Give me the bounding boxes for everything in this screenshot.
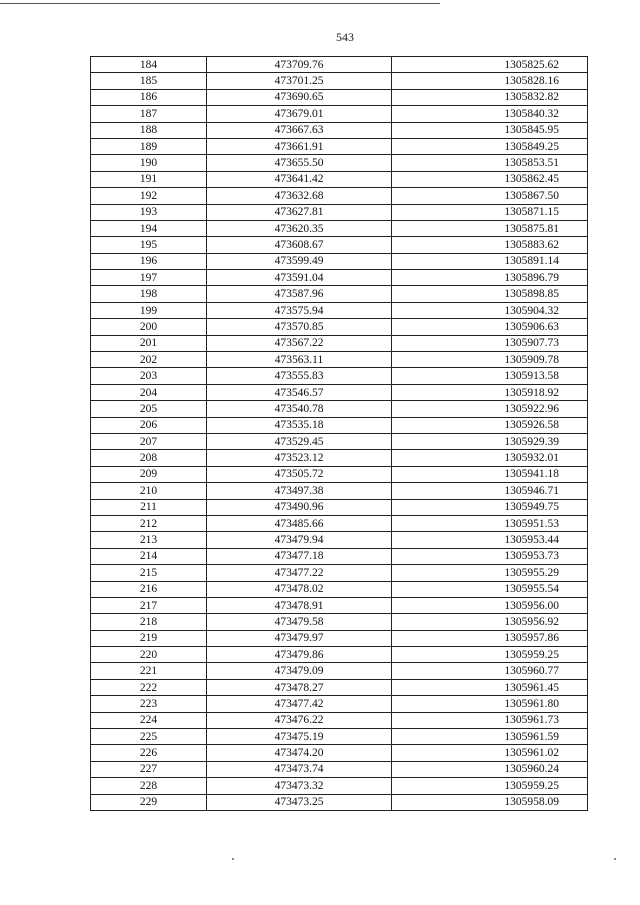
point-number-cell: 218 — [91, 614, 207, 630]
point-number-cell: 185 — [91, 73, 207, 89]
table-row — [91, 647, 588, 663]
table-row — [91, 515, 588, 531]
y-coordinate-cell: 1305832.82 — [392, 89, 588, 105]
point-number-cell: 203 — [91, 368, 207, 384]
x-coordinate-cell: 473475.19 — [207, 729, 392, 745]
x-coordinate-cell: 473485.66 — [207, 515, 392, 531]
point-number-cell: 227 — [91, 761, 207, 777]
table-row — [91, 368, 588, 384]
y-coordinate-cell: 1305953.44 — [392, 532, 588, 548]
top-rule — [0, 3, 440, 4]
point-number-cell: 211 — [91, 499, 207, 515]
coordinates-table — [90, 56, 588, 811]
point-number-cell: 198 — [91, 286, 207, 302]
x-coordinate-cell: 473476.22 — [207, 712, 392, 728]
table-row — [91, 237, 588, 253]
y-coordinate-cell: 1305845.95 — [392, 122, 588, 138]
point-number-cell: 195 — [91, 237, 207, 253]
y-coordinate-cell: 1305953.73 — [392, 548, 588, 564]
y-coordinate-cell: 1305959.25 — [392, 647, 588, 663]
y-coordinate-cell: 1305862.45 — [392, 171, 588, 187]
x-coordinate-cell: 473690.65 — [207, 89, 392, 105]
y-coordinate-cell: 1305840.32 — [392, 106, 588, 122]
table-row — [91, 679, 588, 695]
point-number-cell: 194 — [91, 220, 207, 236]
y-coordinate-cell: 1305853.51 — [392, 155, 588, 171]
x-coordinate-cell: 473479.86 — [207, 647, 392, 663]
table-row — [91, 696, 588, 712]
point-number-cell: 229 — [91, 794, 207, 810]
x-coordinate-cell: 473641.42 — [207, 171, 392, 187]
table-row — [91, 220, 588, 236]
y-coordinate-cell: 1305941.18 — [392, 466, 588, 482]
point-number-cell: 192 — [91, 188, 207, 204]
table-row — [91, 319, 588, 335]
point-number-cell: 222 — [91, 679, 207, 695]
x-coordinate-cell: 473546.57 — [207, 384, 392, 400]
point-number-cell: 209 — [91, 466, 207, 482]
y-coordinate-cell: 1305961.02 — [392, 745, 588, 761]
point-number-cell: 213 — [91, 532, 207, 548]
point-number-cell: 206 — [91, 417, 207, 433]
x-coordinate-cell: 473477.18 — [207, 548, 392, 564]
x-coordinate-cell: 473555.83 — [207, 368, 392, 384]
y-coordinate-cell: 1305883.62 — [392, 237, 588, 253]
y-coordinate-cell: 1305825.62 — [392, 57, 588, 73]
table-row — [91, 253, 588, 269]
table-row — [91, 384, 588, 400]
table-row — [91, 335, 588, 351]
point-number-cell: 204 — [91, 384, 207, 400]
y-coordinate-cell: 1305891.14 — [392, 253, 588, 269]
table-row — [91, 499, 588, 515]
point-number-cell: 188 — [91, 122, 207, 138]
y-coordinate-cell: 1305956.92 — [392, 614, 588, 630]
x-coordinate-cell: 473477.42 — [207, 696, 392, 712]
point-number-cell: 226 — [91, 745, 207, 761]
table-row — [91, 597, 588, 613]
y-coordinate-cell: 1305955.54 — [392, 581, 588, 597]
table-row — [91, 352, 588, 368]
x-coordinate-cell: 473632.68 — [207, 188, 392, 204]
x-coordinate-cell: 473591.04 — [207, 270, 392, 286]
y-coordinate-cell: 1305946.71 — [392, 483, 588, 499]
table-row — [91, 155, 588, 171]
x-coordinate-cell: 473620.35 — [207, 220, 392, 236]
y-coordinate-cell: 1305907.73 — [392, 335, 588, 351]
y-coordinate-cell: 1305922.96 — [392, 401, 588, 417]
point-number-cell: 223 — [91, 696, 207, 712]
table-row — [91, 581, 588, 597]
table-row — [91, 73, 588, 89]
table-row — [91, 466, 588, 482]
table-row — [91, 417, 588, 433]
table-row — [91, 122, 588, 138]
x-coordinate-cell: 473701.25 — [207, 73, 392, 89]
table-row — [91, 106, 588, 122]
x-coordinate-cell: 473523.12 — [207, 450, 392, 466]
point-number-cell: 189 — [91, 138, 207, 154]
y-coordinate-cell: 1305961.73 — [392, 712, 588, 728]
x-coordinate-cell: 473570.85 — [207, 319, 392, 335]
y-coordinate-cell: 1305951.53 — [392, 515, 588, 531]
table-row — [91, 729, 588, 745]
x-coordinate-cell: 473563.11 — [207, 352, 392, 368]
y-coordinate-cell: 1305956.00 — [392, 597, 588, 613]
y-coordinate-cell: 1305871.15 — [392, 204, 588, 220]
y-coordinate-cell: 1305875.81 — [392, 220, 588, 236]
y-coordinate-cell: 1305961.59 — [392, 729, 588, 745]
y-coordinate-cell: 1305828.16 — [392, 73, 588, 89]
point-number-cell: 190 — [91, 155, 207, 171]
table-row — [91, 433, 588, 449]
x-coordinate-cell: 473473.32 — [207, 778, 392, 794]
table-row — [91, 745, 588, 761]
table-row — [91, 401, 588, 417]
table-row — [91, 138, 588, 154]
table-row — [91, 565, 588, 581]
table-row — [91, 204, 588, 220]
point-number-cell: 228 — [91, 778, 207, 794]
point-number-cell: 201 — [91, 335, 207, 351]
y-coordinate-cell: 1305918.92 — [392, 384, 588, 400]
x-coordinate-cell: 473479.58 — [207, 614, 392, 630]
x-coordinate-cell: 473575.94 — [207, 302, 392, 318]
scan-speck — [232, 858, 234, 860]
x-coordinate-cell: 473667.63 — [207, 122, 392, 138]
x-coordinate-cell: 473479.97 — [207, 630, 392, 646]
y-coordinate-cell: 1305949.75 — [392, 499, 588, 515]
y-coordinate-cell: 1305961.80 — [392, 696, 588, 712]
table-row — [91, 794, 588, 810]
x-coordinate-cell: 473529.45 — [207, 433, 392, 449]
point-number-cell: 219 — [91, 630, 207, 646]
point-number-cell: 214 — [91, 548, 207, 564]
x-coordinate-cell: 473608.67 — [207, 237, 392, 253]
point-number-cell: 224 — [91, 712, 207, 728]
table-row — [91, 450, 588, 466]
y-coordinate-cell: 1305913.58 — [392, 368, 588, 384]
x-coordinate-cell: 473490.96 — [207, 499, 392, 515]
y-coordinate-cell: 1305932.01 — [392, 450, 588, 466]
x-coordinate-cell: 473474.20 — [207, 745, 392, 761]
x-coordinate-cell: 473473.25 — [207, 794, 392, 810]
x-coordinate-cell: 473478.91 — [207, 597, 392, 613]
table-row — [91, 630, 588, 646]
table-row — [91, 286, 588, 302]
x-coordinate-cell: 473479.94 — [207, 532, 392, 548]
table-row — [91, 548, 588, 564]
y-coordinate-cell: 1305960.77 — [392, 663, 588, 679]
table-row — [91, 270, 588, 286]
point-number-cell: 187 — [91, 106, 207, 122]
table-row — [91, 663, 588, 679]
y-coordinate-cell: 1305961.45 — [392, 679, 588, 695]
scan-speck — [614, 858, 616, 860]
table-row — [91, 614, 588, 630]
y-coordinate-cell: 1305896.79 — [392, 270, 588, 286]
x-coordinate-cell: 473478.02 — [207, 581, 392, 597]
x-coordinate-cell: 473567.22 — [207, 335, 392, 351]
y-coordinate-cell: 1305898.85 — [392, 286, 588, 302]
x-coordinate-cell: 473478.27 — [207, 679, 392, 695]
y-coordinate-cell: 1305929.39 — [392, 433, 588, 449]
point-number-cell: 186 — [91, 89, 207, 105]
table-row — [91, 171, 588, 187]
x-coordinate-cell: 473679.01 — [207, 106, 392, 122]
point-number-cell: 221 — [91, 663, 207, 679]
x-coordinate-cell: 473535.18 — [207, 417, 392, 433]
y-coordinate-cell: 1305958.09 — [392, 794, 588, 810]
point-number-cell: 196 — [91, 253, 207, 269]
point-number-cell: 191 — [91, 171, 207, 187]
point-number-cell: 199 — [91, 302, 207, 318]
x-coordinate-cell: 473497.38 — [207, 483, 392, 499]
point-number-cell: 220 — [91, 647, 207, 663]
y-coordinate-cell: 1305955.29 — [392, 565, 588, 581]
table-row — [91, 761, 588, 777]
x-coordinate-cell: 473479.09 — [207, 663, 392, 679]
y-coordinate-cell: 1305926.58 — [392, 417, 588, 433]
point-number-cell: 212 — [91, 515, 207, 531]
point-number-cell: 184 — [91, 57, 207, 73]
x-coordinate-cell: 473477.22 — [207, 565, 392, 581]
y-coordinate-cell: 1305906.63 — [392, 319, 588, 335]
y-coordinate-cell: 1305904.32 — [392, 302, 588, 318]
table-row — [91, 188, 588, 204]
table-row — [91, 532, 588, 548]
x-coordinate-cell: 473587.96 — [207, 286, 392, 302]
x-coordinate-cell: 473540.78 — [207, 401, 392, 417]
point-number-cell: 216 — [91, 581, 207, 597]
table-row — [91, 483, 588, 499]
table-row — [91, 89, 588, 105]
y-coordinate-cell: 1305909.78 — [392, 352, 588, 368]
x-coordinate-cell: 473655.50 — [207, 155, 392, 171]
table-row — [91, 57, 588, 73]
table-row — [91, 778, 588, 794]
point-number-cell: 193 — [91, 204, 207, 220]
point-number-cell: 210 — [91, 483, 207, 499]
y-coordinate-cell: 1305960.24 — [392, 761, 588, 777]
table-row — [91, 712, 588, 728]
page-number: 543 — [336, 30, 354, 44]
point-number-cell: 217 — [91, 597, 207, 613]
y-coordinate-cell: 1305957.86 — [392, 630, 588, 646]
x-coordinate-cell: 473473.74 — [207, 761, 392, 777]
x-coordinate-cell: 473627.81 — [207, 204, 392, 220]
point-number-cell: 225 — [91, 729, 207, 745]
point-number-cell: 215 — [91, 565, 207, 581]
table-row — [91, 302, 588, 318]
x-coordinate-cell: 473661.91 — [207, 138, 392, 154]
point-number-cell: 208 — [91, 450, 207, 466]
y-coordinate-cell: 1305849.25 — [392, 138, 588, 154]
x-coordinate-cell: 473709.76 — [207, 57, 392, 73]
point-number-cell: 205 — [91, 401, 207, 417]
x-coordinate-cell: 473599.49 — [207, 253, 392, 269]
point-number-cell: 200 — [91, 319, 207, 335]
point-number-cell: 202 — [91, 352, 207, 368]
point-number-cell: 197 — [91, 270, 207, 286]
x-coordinate-cell: 473505.72 — [207, 466, 392, 482]
point-number-cell: 207 — [91, 433, 207, 449]
coordinates-table-body — [91, 57, 588, 811]
y-coordinate-cell: 1305959.25 — [392, 778, 588, 794]
y-coordinate-cell: 1305867.50 — [392, 188, 588, 204]
